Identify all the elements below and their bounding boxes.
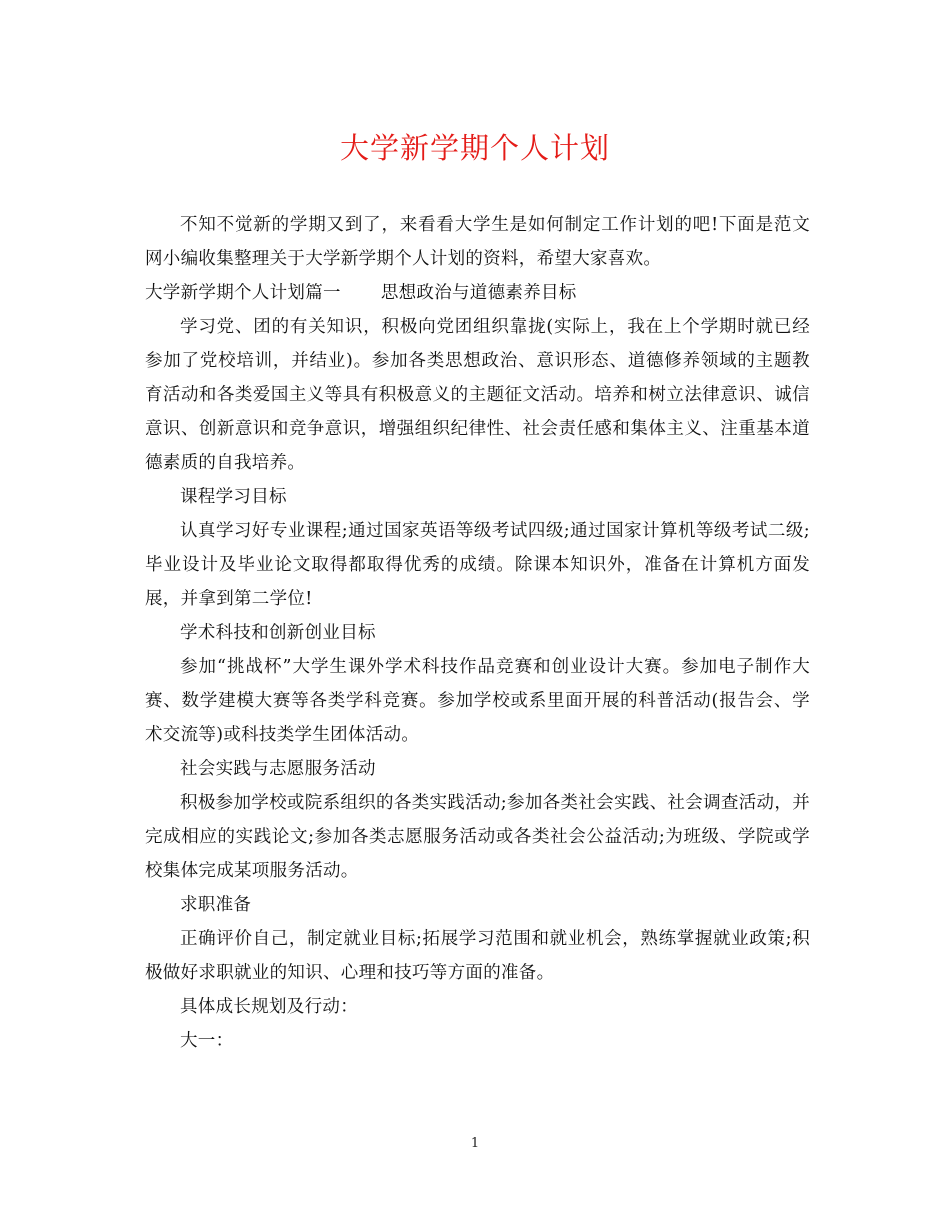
course-paragraph: 认真学习好专业课程;通过国家英语等级考试四级;通过国家计算机等级考试二级;毕业设计及毕业论文取得都取得优秀的成绩。除课本知识外，准备在计算机方面发展，并拿到第二学位!: [145, 521, 810, 609]
plan-heading: 具体成长规划及行动：: [180, 997, 358, 1017]
section-heading: [145, 276, 810, 310]
year-one-heading: 大一：: [180, 1031, 234, 1051]
course-heading: 课程学习目标: [180, 487, 287, 507]
document-body: [145, 208, 810, 1058]
academic-heading: 学术科技和创新创业目标: [180, 623, 376, 643]
document-title: 大学新学期个人计划: [339, 131, 610, 165]
section-heading-left: 大学新学期个人计划篇一: [145, 283, 341, 303]
political-paragraph: 学习党、团的有关知识，积极向党团组织靠拢(实际上，我在上个学期时就已经参加了党校培训，并结业)。参加各类思想政治、意识形态、道德修养领域的主题教育活动和各类爱国主义等具有积极意义的主题征文活动。培养和树立法律意识、诚信意识、创新意识和竞争意识，增强组织纪律性、社会责任感和集体主义、注重基本道德素质的自我培养。: [145, 317, 810, 473]
section-heading-right: 思想政治与道德素养目标: [380, 283, 577, 303]
job-heading: 求职准备: [180, 895, 252, 915]
page-number: 1: [470, 1136, 480, 1151]
intro-paragraph: 不知不觉新的学期又到了，来看看大学生是如何制定工作计划的吧!下面是范文网小编收集整理关于大学新学期个人计划的资料，希望大家喜欢。: [145, 215, 810, 269]
academic-paragraph: 参加“挑战杯”大学生课外学术科技作品竞赛和创业设计大赛。参加电子制作大赛、数学建模大赛等各类学科竞赛。参加学校或系里面开展的科普活动(报告会、学术交流等)或科技类学生团体活动。: [145, 657, 810, 745]
practice-heading: 社会实践与志愿服务活动: [180, 759, 376, 779]
practice-paragraph: 积极参加学校或院系组织的各类实践活动;参加各类社会实践、社会调查活动，并完成相应的实践论文;参加各类志愿服务活动或各类社会公益活动;为班级、学院或学校集体完成某项服务活动。: [145, 793, 810, 881]
job-paragraph: 正确评价自己，制定就业目标;拓展学习范围和就业机会，熟练掌握就业政策;积极做好求职就业的知识、心理和技巧等方面的准备。: [145, 929, 810, 983]
